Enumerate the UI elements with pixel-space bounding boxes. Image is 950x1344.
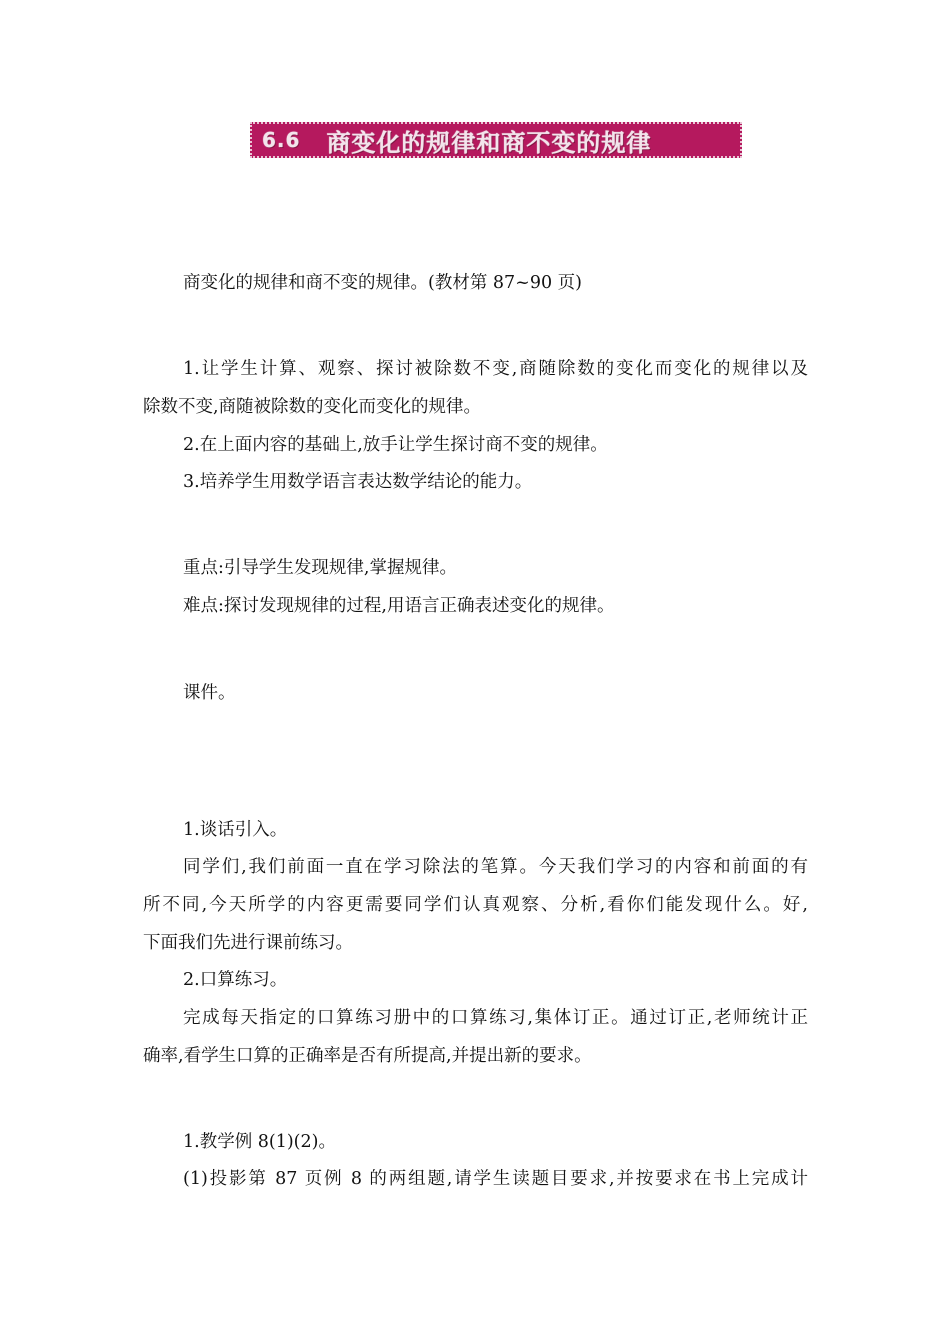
intro-line-1: 同学们,我们前面一直在学习除法的笔算。今天我们学习的内容和前面的有 (183, 857, 808, 877)
intro-line-3: 下面我们先进行课前练习。 (143, 933, 353, 953)
lesson-number: 6.6 (262, 128, 301, 152)
objective-1-line-2: 除数不变,商随被除数的变化而变化的规律。 (143, 397, 482, 417)
objective-2: 2.在上面内容的基础上,放手让学生探讨商不变的规律。 (183, 435, 608, 455)
objective-3: 3.培养学生用数学语言表达数学结论的能力。 (183, 472, 533, 492)
lesson-title-banner (250, 122, 742, 158)
content-line: 商变化的规律和商不变的规律。(教材第 87~90 页) (183, 273, 582, 293)
oral-line-1: 完成每天指定的口算练习册中的口算练习,集体订正。通过订正,老师统计正 (183, 1008, 808, 1028)
teaching-line-1: (1)投影第 87 页例 8 的两组题,请学生读题目要求,并按要求在书上完成计 (183, 1169, 808, 1189)
teaching-heading: 1.教学例 8(1)(2)。 (183, 1132, 336, 1152)
key-point-difficulty: 难点:探讨发现规律的过程,用语言正确表述变化的规律。 (183, 596, 615, 616)
key-point-focus: 重点:引导学生发现规律,掌握规律。 (183, 558, 457, 578)
intro-line-2: 所不同,今天所学的内容更需要同学们认真观察、分析,看你们能发现什么。好, (143, 895, 808, 915)
oral-line-2: 确率,看学生口算的正确率是否有所提高,并提出新的要求。 (143, 1046, 592, 1066)
objective-1-line-1: 1.让学生计算、观察、探讨被除数不变,商随除数的变化而变化的规律以及 (183, 359, 808, 379)
materials-line: 课件。 (183, 683, 236, 703)
oral-heading: 2.口算练习。 (183, 970, 288, 990)
intro-heading: 1.谈话引入。 (183, 820, 288, 840)
lesson-title: 商变化的规律和商不变的规律 (326, 128, 652, 157)
